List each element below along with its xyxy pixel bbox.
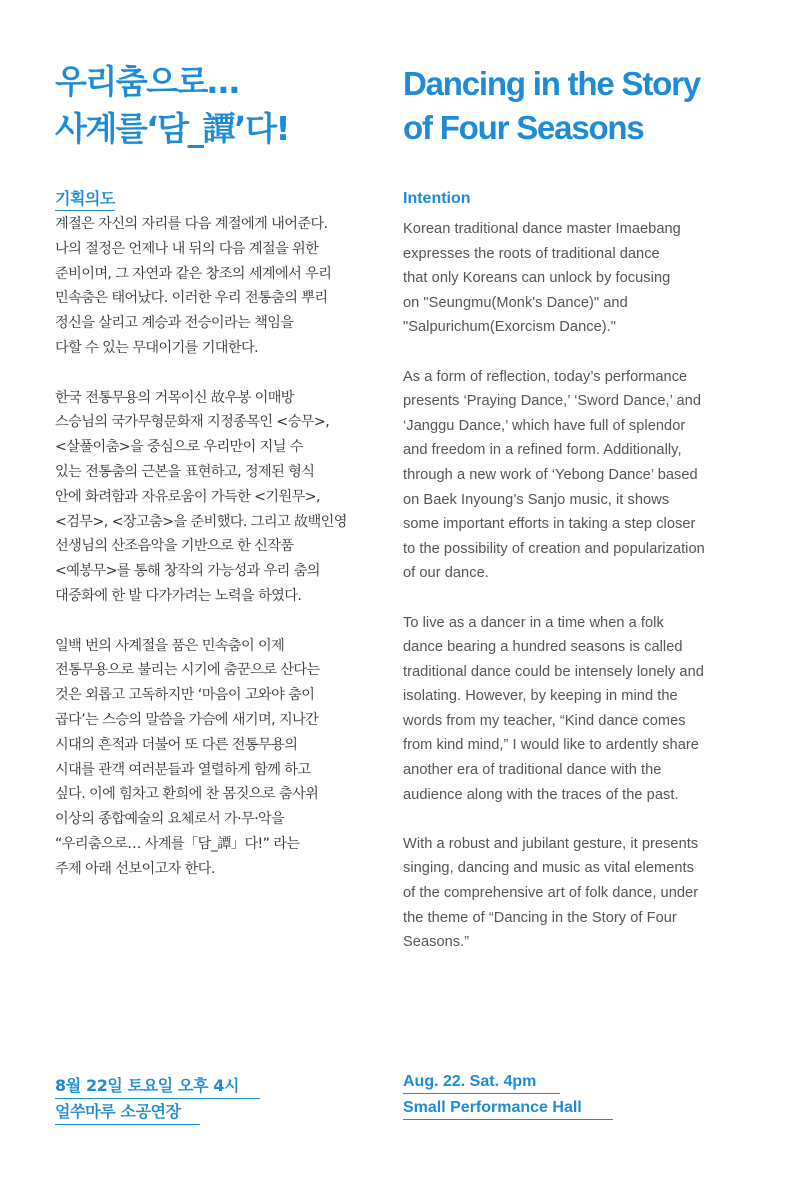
korean-section-label: 기획의도	[55, 186, 115, 209]
text-line: on "Seungmu(Monk's Dance)" and	[403, 294, 628, 311]
text-line: “우리춤으로… 사계를「담_譚」다!” 라는	[55, 835, 300, 852]
text-line: of the comprehensive art of folk dance, under	[403, 885, 699, 902]
english-paragraph	[403, 832, 783, 955]
text-line: and freedom in a refined form. Additionally,	[403, 442, 682, 459]
korean-body	[55, 212, 375, 882]
text-line: through a new work of ‘Yebong Dance’ based	[403, 466, 698, 483]
text-line: to the possibility of creation and popularization	[403, 540, 705, 557]
text-line: singing, dancing and music as vital elements	[403, 860, 694, 877]
text-line: 한국 전통무용의 거목이신 故우봉 이매방	[55, 389, 294, 406]
text-line: another era of traditional dance with the	[403, 762, 662, 779]
korean-title	[55, 58, 289, 152]
text-line: ‘Janggu Dance,’ which have full of splendor	[403, 417, 686, 434]
text-line: 전통무용으로 불리는 시기에 춤꾼으로 산다는	[55, 662, 320, 679]
text-line: 민속춤은 태어났다. 이러한 우리 전통춤의 뿌리	[55, 290, 328, 307]
english-title-line: of Four Seasons	[403, 109, 644, 146]
text-line: 시대의 흔적과 더불어 또 다른 전통무용의	[55, 736, 298, 753]
text-line: that only Koreans can unlock by focusing	[403, 270, 671, 287]
text-line: To live as a dancer in a time when a folk	[403, 614, 664, 631]
english-paragraph	[403, 365, 783, 586]
text-line: <검무>, <장고춤>을 준비했다. 그리고 故백인영	[55, 513, 347, 530]
text-line: isolating. However, by keeping in mind the	[403, 688, 678, 705]
text-line: 선생님의 산조음악을 기반으로 한 신작품	[55, 538, 294, 555]
text-line: audience along with the traces of the past.	[403, 786, 679, 803]
text-line: 정신을 살리고 계승과 전승이라는 책임을	[55, 315, 294, 332]
text-line: 대중화에 한 발 다가가려는 노력을 하였다.	[55, 587, 302, 604]
text-line: dance bearing a hundred seasons is called	[403, 639, 683, 656]
text-line: Korean traditional dance master Imaebang	[403, 221, 681, 237]
korean-paragraph	[55, 386, 375, 609]
text-line: words from my teacher, “Kind dance comes	[403, 712, 686, 729]
english-footer-venue: Small Performance Hall	[403, 1099, 613, 1120]
english-paragraph	[403, 611, 783, 808]
text-line: of our dance.	[403, 565, 489, 582]
text-line: As a form of reflection, today’s performance	[403, 368, 688, 385]
text-line: some important efforts in taking a step closer	[403, 516, 696, 533]
text-line: With a robust and jubilant gesture, it presents	[403, 835, 699, 852]
english-title-line: Dancing in the Story	[403, 65, 700, 102]
korean-paragraph	[55, 634, 375, 882]
text-line: "Salpurichum(Exorcism Dance)."	[403, 319, 616, 336]
english-title	[403, 62, 700, 150]
english-body	[403, 217, 783, 955]
text-line: 나의 절정은 언제나 내 뒤의 다음 계절을 위한	[55, 240, 319, 257]
text-line: Seasons.”	[403, 934, 470, 951]
text-line: <살풀이춤>을 중심으로 우리만이 지닐 수	[55, 439, 303, 456]
korean-title-line: 사계를‘담_譚’다!	[55, 109, 290, 148]
korean-footer-date: 8월 22일 토요일 오후 4시	[55, 1073, 260, 1099]
text-line: 곱다’는 스승의 말씀을 가슴에 새기며, 지나간	[55, 711, 319, 728]
korean-paragraph	[55, 212, 375, 361]
text-line: 다할 수 있는 무대이기를 기대한다.	[55, 339, 259, 356]
text-line: <예봉무>를 통해 창작의 가능성과 우리 춤의	[55, 563, 320, 580]
korean-title-line: 우리춤으로…	[55, 62, 239, 101]
text-line: 계절은 자신의 자리를 다음 계절에게 내어준다.	[55, 216, 328, 232]
text-line: from kind mind,” I would like to ardently share	[403, 737, 699, 754]
text-line: 있는 전통춤의 근본을 표현하고, 정제된 형식	[55, 463, 315, 480]
text-line: 싶다. 이에 힘차고 환희에 찬 몸짓으로 춤사위	[55, 786, 319, 803]
text-line: 안에 화려함과 자유로움이 가득한 <기원무>,	[55, 488, 320, 505]
text-line: 주제 아래 선보이고자 한다.	[55, 860, 215, 877]
english-paragraph	[403, 217, 783, 340]
text-line: on Baek Inyoung’s Sanjo music, it shows	[403, 491, 670, 508]
text-line: 스승님의 국가무형문화재 지정종목인 <승무>,	[55, 414, 330, 431]
text-line: traditional dance could be intensely lonely and	[403, 663, 704, 680]
english-footer-date: Aug. 22. Sat. 4pm	[403, 1073, 560, 1094]
text-line: 이상의 종합예술의 요체로서 가·무·악을	[55, 811, 285, 828]
text-line: 일백 번의 사계절을 품은 민속춤이 이제	[55, 637, 285, 654]
korean-footer-venue: 얼쑤마루 소공연장	[55, 1099, 200, 1125]
text-line: presents ‘Praying Dance,’ ‘Sword Dance,’ and	[403, 393, 702, 410]
text-line: the theme of “Dancing in the Story of Four	[403, 909, 677, 926]
text-line: expresses the roots of traditional dance	[403, 245, 660, 262]
text-line: 것은 외롭고 고독하지만 ‘마음이 고와야 춤이	[55, 687, 315, 704]
text-line: 시대를 관객 여러분들과 열렬하게 함께 하고	[55, 761, 311, 778]
english-section-label: Intention	[403, 190, 471, 207]
text-line: 준비이며, 그 자연과 같은 창조의 세계에서 우리	[55, 265, 332, 282]
